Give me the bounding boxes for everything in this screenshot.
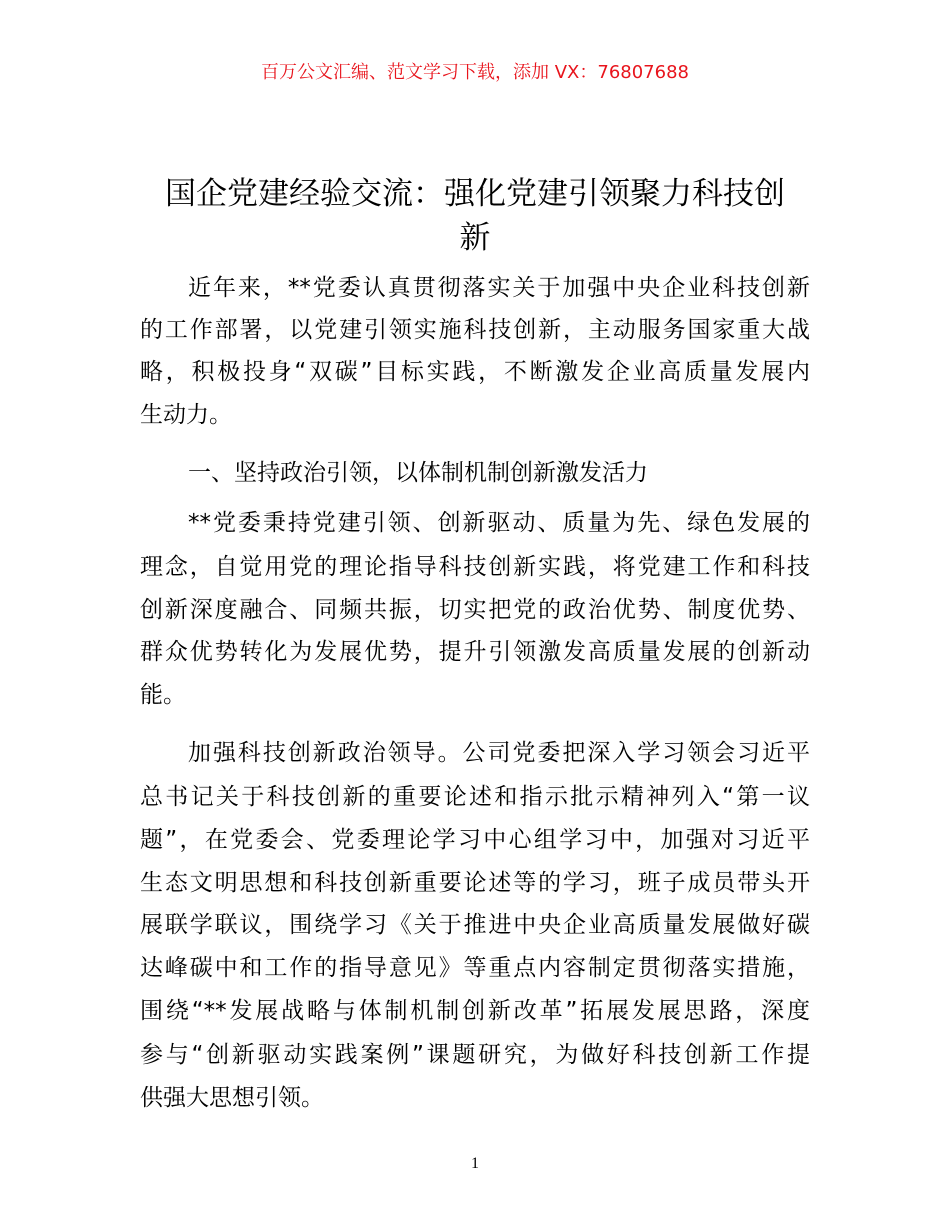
watermark-header: 百万公文汇编、范文学习下载，添加 VX：76807688 [261, 62, 689, 83]
text-line: 生动力。 [140, 402, 232, 428]
text-line: 围绕“**发展战略与体制机制创新改革”拓展发展思路，深度 [140, 998, 810, 1024]
text-line: 供强大思想引领。 [140, 1085, 324, 1111]
text-line: 达峰碳中和工作的指导意见》等重点内容制定贯彻落实措施， [140, 955, 810, 981]
text-line: 总书记关于科技创新的重要论述和指示批示精神列入“第一议 [140, 784, 810, 810]
text-line: 加强科技创新政治领导。公司党委把深入学习领会习近平 [188, 740, 810, 766]
text-line: 题”，在党委会、党委理论学习中心组学习中，加强对习近平 [140, 827, 810, 853]
text-line: 理念，自觉用党的理论指导科技创新实践，将党建工作和科技 [140, 554, 810, 580]
text-line: 略，积极投身“双碳”目标实践，不断激发企业高质量发展内 [140, 359, 810, 385]
text-line: 能。 [140, 682, 186, 708]
text-line: 创新深度融合、同频共振，切实把党的政治优势、制度优势、 [140, 597, 810, 623]
text-line: 生态文明思想和科技创新重要论述等的学习，班子成员带头开 [140, 870, 810, 896]
text-line: 展联学联议，围绕学习《关于推进中央企业高质量发展做好碳 [140, 912, 810, 938]
text-line: 群众优势转化为发展优势，提升引领激发高质量发展的创新动 [140, 639, 810, 665]
text-line: 的工作部署，以党建引领实施科技创新，主动服务国家重大战 [140, 317, 810, 343]
document-title-line1: 国企党建经验交流：强化党建引领聚力科技创 [165, 176, 785, 212]
document-title-line2: 新 [459, 220, 491, 256]
text-line: 参与“创新驱动实践案例”课题研究，为做好科技创新工作提 [140, 1042, 810, 1068]
page-number: 1 [471, 1155, 479, 1172]
section-heading: 一、坚持政治引领，以体制机制创新激发活力 [188, 460, 648, 486]
text-line: **党委秉持党建引领、创新驱动、质量为先、绿色发展的 [188, 510, 810, 536]
text-line: 近年来，**党委认真贯彻落实关于加强中央企业科技创新 [188, 275, 810, 301]
